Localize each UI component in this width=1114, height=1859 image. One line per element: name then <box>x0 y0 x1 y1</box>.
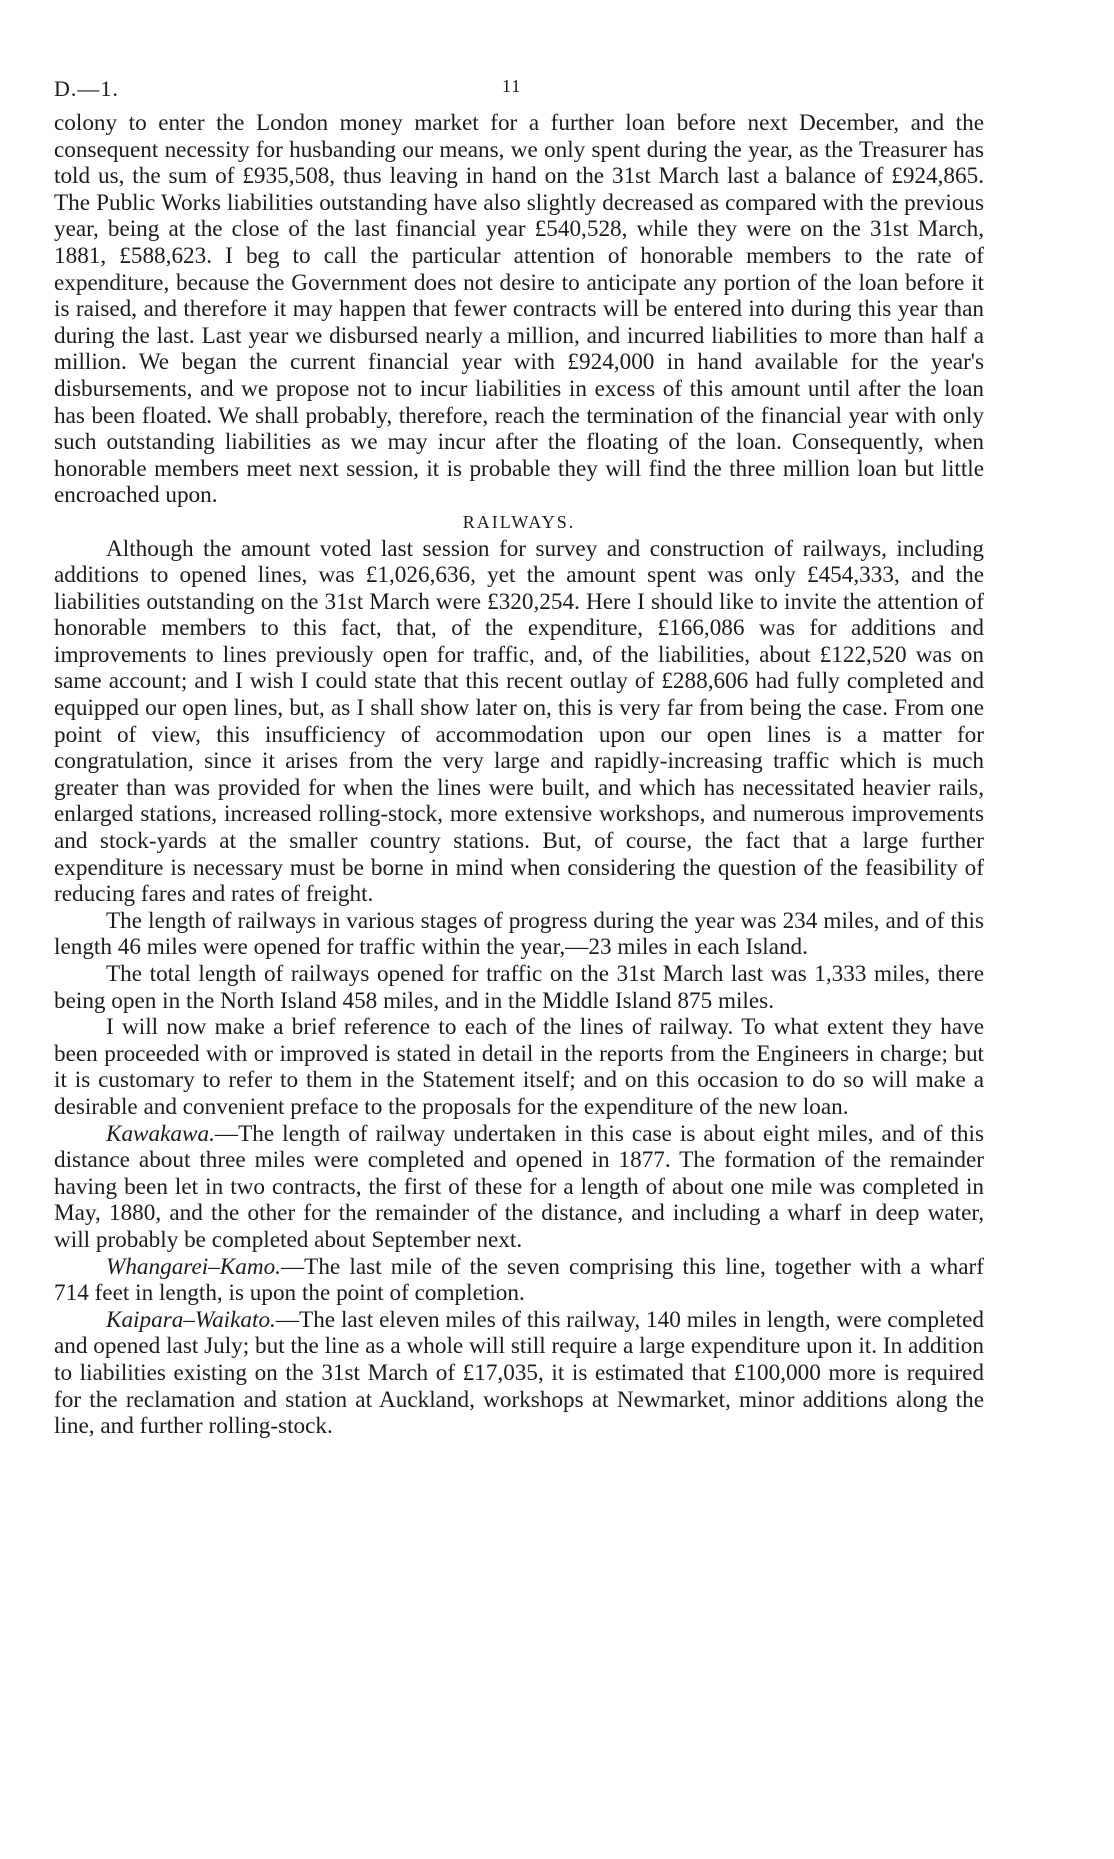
line-name: Kaipara–Waikato. <box>106 1306 276 1333</box>
document-reference: D.—1. <box>54 76 119 101</box>
line-paragraph-whangarei-kamo <box>54 1254 984 1307</box>
page-header <box>54 76 984 110</box>
paragraph-railway-total-length: The total length of railways opened for traffic on the 31st March last was 1,333 miles, there being open in the North Island 458 miles, and in the Middle Island 875 miles. <box>54 961 984 1014</box>
section-heading-railways: RAILWAYS. <box>462 511 576 532</box>
paragraph-railway-expenditure: Although the amount voted last session for survey and construction of railways, including additions to opened lines, was £1,026,636, yet the amount spent was only £454,333, and the liabilities outstanding on the 31st March were £320,254. Here I should like to invite the attention of honorable members to this fact, that, of the expenditure, £166,086 was for additions and improvements to lines previously open for traffic, and, of the liabilities, about £122,520 was on same account; and I wish I could state that this recent outlay of £288,606 had fully completed and equipped our open lines, but, as I shall show later on, this is very far from being the case. From one point of view, this insufficiency of accommodation upon our open lines is a matter for congratulation, since it arises from the very large and rapidly-increasing traffic which is much greater than was provided for when the lines were built, and which has necessitated heavier rails, enlarged stations, increased rolling-stock, more extensive workshops, and numerous improvements and stock-yards at the smaller country stations. But, of course, the fact that a large further expenditure is necessary must be borne in mind when considering the question of the feasibility of reducing fares and rates of freight. <box>54 535 984 908</box>
page-body <box>54 110 984 1440</box>
line-description: —The last eleven miles of this railway, 140 miles in length, were completed and opened last July; but the line as a whole will still require a large expenditure upon it. In addition to liabilities existing on the 31st March of £17,035, it is estimated that £100,000 more is required for the reclamation and station at Auckland, workshops at Newmarket, minor additions along the line, and further rolling-stock. <box>54 1306 984 1440</box>
line-name: Kawakawa. <box>106 1120 215 1147</box>
line-description: —The length of railway undertaken in this case is about eight miles, and of this distance about three miles were completed and opened in 1877. The formation of the remainder having been let in two contracts, the first of these for a length of about one mile was completed in May, 1880, and the other for the remainder of the distance, and including a wharf in deep water, will probably be completed about September next. <box>54 1120 984 1253</box>
document-page <box>54 76 984 1440</box>
line-name: Whangarei–Kamo. <box>106 1253 281 1280</box>
page-number: 11 <box>502 76 522 96</box>
line-paragraph-kaipara-waikato <box>54 1307 984 1440</box>
line-description: —The last mile of the seven comprising this line, together with a wharf 714 feet in length, is upon the point of completion. <box>54 1253 984 1307</box>
line-paragraph-kawakawa <box>54 1121 984 1254</box>
paragraph-lines-introduction: I will now make a brief reference to each of the lines of railway. To what extent they have been proceeded with or improved is stated in detail in the reports from the Engineers in charge; but it is customary to refer to them in the Statement itself; and on this occasion to do so will make a desirable and convenient preface to the proposals for the expenditure of the new loan. <box>54 1014 984 1120</box>
opening-paragraph: colony to enter the London money market for a further loan before next December, and the consequent necessity for husbanding our means, we only spent during the year, as the Treasurer has told us, the sum of £935,508, thus leaving in hand on the 31st March last a balance of £924,865. The Public Works liabilities outstanding have also slightly decreased as compared with the previous year, being at the close of the last financial year £540,528, while they were on the 31st March, 1881, £588,623. I beg to call the particular attention of honorable members to the rate of expenditure, because the Government does not desire to anticipate any portion of the loan before it is raised, and therefore it may happen that fewer contracts will be entered into during this year than during the last. Last year we disbursed nearly a million, and incurred liabilities to more than half a million. We began the current financial year with £924,000 in hand available for the year's disbursements, and we propose not to incur liabilities in excess of this amount until after the loan has been floated. We shall probably, therefore, reach the termination of the financial year with only such outstanding liabilities as we may incur after the floating of the loan. Consequently, when honorable members meet next session, it is probable they will find the three million loan but little encroached upon. <box>54 110 984 509</box>
paragraph-railway-progress: The length of railways in various stages of progress during the year was 234 miles, and of this length 46 miles were opened for traffic within the year,—23 miles in each Island. <box>54 907 984 961</box>
